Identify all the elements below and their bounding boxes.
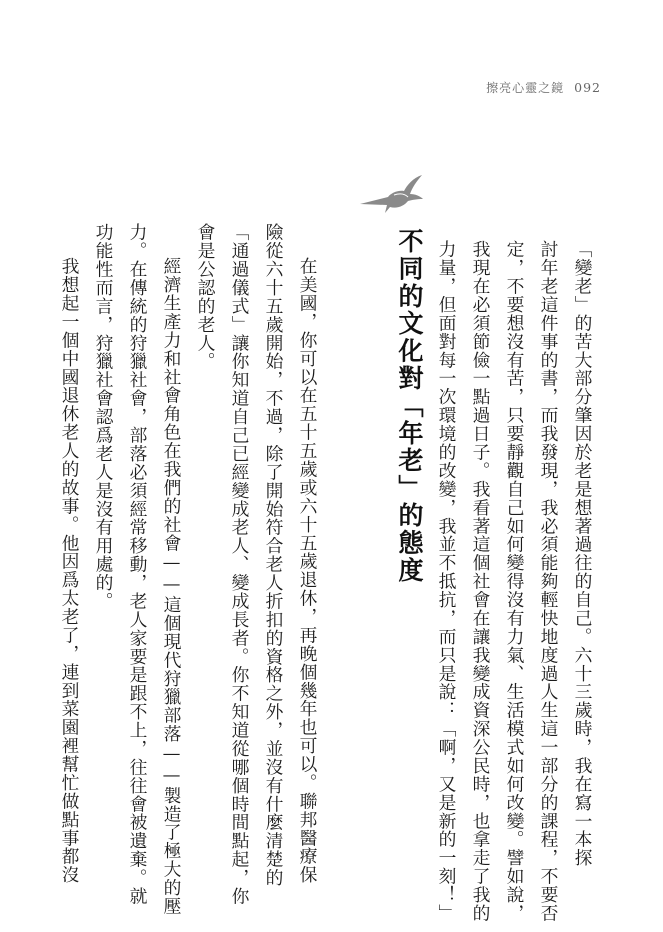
running-title: 擦亮心靈之鏡 [486, 81, 565, 95]
text-line: 險從六十五歲開始，不過，除了開始符合老人折扣的資格之外，並沒有什麼清楚的 [263, 223, 284, 887]
page-number: 092 [574, 80, 601, 95]
hummingbird-icon [358, 173, 424, 221]
text-line: 我現在必須節儉一點過日子。我看著這個社會在讓我變成資深公民時，也拿走了我的 [470, 240, 491, 923]
text-line: 會是公認的老人。 [195, 223, 216, 371]
text-line: 功能性而言，狩獵社會認爲老人是沒有用處的。 [93, 223, 114, 611]
intro-paragraph [436, 240, 599, 923]
section-heading: 不同的文化對「年老」的態度 [395, 228, 424, 585]
text-line: 經濟生產力和社會角色在我們的社會——這個現代狩獵部落——製造了極大的壓 [161, 257, 182, 916]
section-body [59, 223, 324, 916]
running-header [486, 79, 601, 96]
text-line: 我想起一個中國退休老人的故事。他因爲太老了，連到菜園裡幫忙做點事都沒 [59, 257, 80, 884]
text-line: 在美國，你可以在五十五歲或六十五歲退休，再晚個幾年也可以。聯邦醫療保 [297, 257, 318, 884]
text-line: 定，不要想沒有苦，只要靜觀自己如何變得沒有力氣、生活模式如何改變。譬如說， [504, 240, 525, 923]
text-line: 「變老」的苦大部分肇因於老是想著過往的自己。六十三歲時，我在寫一本探 [572, 240, 593, 867]
text-line: 討年老這件事的書，而我發現，我必須能夠輕快地度過人生這一部分的課程，不要否 [538, 240, 559, 923]
text-line: 力。在傳統的狩獵社會，部落必須經常移動，老人家要是跟不上，往往會被遺棄。就 [127, 223, 148, 906]
text-line: 「通過儀式」讓你知道自己已經變成老人、變成長者。你不知道從哪個時間點起，你 [229, 223, 250, 906]
text-line: 力量，但面對每一次環境的改變，我並不抵抗，而只是說：「啊，又是新的一刻！」 [436, 240, 457, 923]
